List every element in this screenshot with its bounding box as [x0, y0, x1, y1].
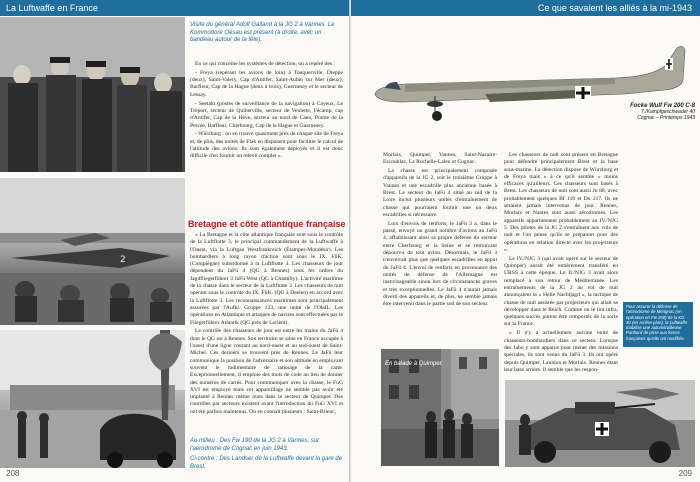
photo-brest-station [0, 330, 185, 468]
right-column-chasse-nuit [504, 152, 618, 384]
right-column-chasse [383, 152, 497, 332]
page-number-right: 209 [678, 469, 692, 478]
photo-fw190-airfield [0, 178, 185, 325]
caption-galland-visit: Visite du général Adolf Galland à la JG 2 à Vannes. Le Kommodore Oesau est présent (à droite, avec un bandeau autour de la tête). [190, 22, 335, 44]
aircraft-place-date: Cognac – Printemps 1943 [637, 115, 695, 121]
aircraft-model: Focke Wulf Fw 200 C-8 [630, 103, 695, 109]
paragraph: Le IV./NJG 3 (qui avait opéré sur le secteur de Quimper) aurait été entièrement transféré en URSS à cette époque. Le II./NJG 3 avait alors remplacé à son retour de Méditerranée. Les entraînements de la JG 2 au vol de nuit annonçaient la « Helle Nachtjagd », la tactique de chasse de nuit assistée par projecteurs qui allait se développer dans le Reich. Comme on le lira infra, quelques succès purent être remportés de la sorte sur la France. [504, 255, 618, 328]
right-running-header: Ce que savaient les alliés à la mi-1943 [351, 0, 700, 16]
svg-text:2: 2 [120, 255, 126, 265]
section-title-bretagne: Bretagne et côte atlantique française [188, 219, 346, 229]
paragraph: Les chasseurs de nuit sont présent en Bretagne pour défendre principalement Brest et la base sous-marine. La détection dispose de Würzburg et de Freya mais « à ce qu'il semble » moins efficaces qu'ailleurs. Ces chasseurs sont basés à Brest. Les chasseurs de nuit sont aussi Ju 88, avec probablement quelques Bf 110 et Do 217. Ils ne seraient jamais intervenus de jour. Rennes, Morlaix et Nantes sont aussi aérodromes. Les appareils appartiennent probablement au IV./NJG 5. Des pilotes de la JG 2 s'entraînent aux vols de nuit et l'on pense qu'ils se préparent pour des opérations en relation directe avec les projecteurs ». [504, 152, 618, 253]
left-column-bretagne [190, 232, 343, 456]
caption-fw190-cognac: Au milieu : Des Fw 190 de la JG 2 à Vannes, sur l'aérodrome de Cognac en juin 1943. [190, 438, 320, 452]
aircraft-profile-caption [595, 103, 695, 121]
officers-silhouettes [0, 17, 185, 172]
caption-quimper: En balade à Quimper. [385, 361, 444, 367]
paragraph: « Il n'y a actuellement aucune unité de chasseurs-bombardiers dans ce secteur. Lorsque des Jabo y sont apparus pour mener des missions spéciales, ils sont venus du JaFü 3. Ils ont opéré depuis Quimper, Lannion et Morlaix. Rennes étant leur base arrière. Il semble que les respon- [504, 330, 618, 373]
page-gutter [349, 0, 351, 482]
paragraph: En ce qui concerne les systèmes de détection, on a repéré des : [195, 61, 335, 67]
caption-landser-brest: Ci-contre : Des Landser de la Luftwaffe devant la gare de Brest. [190, 456, 343, 470]
armored-car-scene [505, 380, 695, 467]
page-number-left: 208 [6, 469, 20, 478]
left-column-detection [190, 61, 343, 216]
aircraft-unit: 7./Kampfgeschwader 40 [641, 109, 695, 115]
paragraph: Lors d'envois de renforts, le JaFü 3 a, dans le passé, envoyé un grand nombre d'avions au JaFü 4, affaiblissant ainsi sa propre défense du secteur entre Cherbourg et la Seine et se retrouvant dépourvu de tout avion. Désormais, le JaFü 3 n'enverrait plus que quelques escadrilles en appui du JaFü 4. L'envoi de renforts en provenance des unités de défense de l'Allemagne est inenvisageable sinon lors de circonstances graves et très exceptionnelles. Le JaFü 4 n'aurait jamais diverti des appareils et, de plus, ne semble jamais être intervenu dans le partie sud de son secteur. [383, 220, 497, 308]
station-scene [0, 330, 185, 468]
paragraph: - Seetakt (postes de surveillance de la navigation) à Cayeux, Le Tréport, secteur de Quiberville, secteur de Veulette, Fécamp, cap d'Antifer, Cap de la Hève, secteur au nord de Caen, Pointe de la Percée, Barfleur, Cherbourg, Cap de la Hague et Guernesey. [190, 100, 343, 129]
paragraph: - Würzburg : on en trouve quasiment près de chaque site de Freya et, de plus, des unités de Flak en disposent pour faciliter le calcul de l'altitude des avions. Ils sont également déployés et il est donc difficile d'en fournir un relevé complet ». [190, 131, 343, 160]
paragraph: « La Bretagne et la côte atlantique française sont sous le contrôle de la Luftflotte 3, le principal commandement de la Luftwaffe à l'Ouest, via la Luftgau Westfrankreich (Étampes-Mondésir). Les bombardiers à long rayon d'action sont sous le IX. FliK. (Compiègne) subordonné à la Luftflotte 3. Les chasseurs de jour dépendent du JaFü 4 (QG à Rennes) sous les ordres du Jagdfliegerführer 3 JaFü West (QG à Chantilly). L'activité maritime de la chasse dans le secteur de la Luftflotte 3. Les chasseurs de nuit opérant sous le contrôle du IX. FliK. (QG à Deelen) en accord avec la Luftflotte 3. Les reconnaissances maritimes sont principalement assurées par l'Aufkl. Gruppe 123, une unité de l'ObdL. Les opérations en Atlantique et attaques de navires sont effectuées par le Fliegerführer Atlantik (QG près de Lorient). [190, 232, 343, 326]
sidebar-caption-box: Pour assurer la défense de l'astrodrome de Mérignac (en opération en Fw 200) de la KG 40 (en arrière-plan), la Luftwaffe mobilise une automitrailleuse Panhard de prise aux forces françaises qu'elle ont modifiée. [623, 302, 693, 347]
left-running-header: La Luftwaffe en France [0, 0, 349, 16]
paragraph: La chasse est principalement composée d'appareils de la JG 2, soit le troisième Gruppe à Vannes et une escadrille plus ancienne basée à Brest. Le secteur du JaFü 4 situé au sud de la Loire inclut plusieurs unités d'entraînement de chasse qui pourraient fournir une ou deux escadrilles si nécessaire. [383, 168, 497, 218]
paragraph: - Freya (repérant les avions de loin) à Touquerville, Dieppe (deux), Saint-Valery, Cap d'Antifer, Saint-Aubin sur Mer (deux), Barfleur, Cap de la Hague (deux à trois), Guernesey et le secteur de Lessay. [190, 69, 343, 98]
paragraph: Le contrôle des chasseurs de jour est entre les mains du JaFü 4 dont le QG est à Rennes. Son territoire se situe en France occupée à l'ouest d'une ligne courant au nord-ouest et au sud-ouest de Saint-Michel. Ces derniers se trouvent près de Rennes. Le JaFü leur communique la position de l'adversaire et son altitude en employant souvent le rudimentaire de ratissage de la carte. Exceptionnellement, il emploie des mots de code au lieu de donner des numéros de carrés. Pour communiquer avec la chasse, le FuG XVI est employé mais cet appareillage ne semble pas avoir été implanté à Rennes même mais dans le secteur de Quimper. Des contrôles par secteurs existent avant l'introduction du FuG XVI et ont été parfois maintenus. On en connaît plusieurs : Saint-Brieuc, [190, 328, 343, 415]
airfield-scene [0, 178, 185, 325]
photo-officers-group [0, 17, 185, 172]
paragraph: Morlaix, Quimper, Vannes, Saint-Nazaire-Escoublac, La Rochelle-Laleu et Cognac. [383, 152, 497, 166]
photo-quimper-walk [381, 349, 499, 466]
photo-panhard-armored-car [505, 380, 695, 467]
